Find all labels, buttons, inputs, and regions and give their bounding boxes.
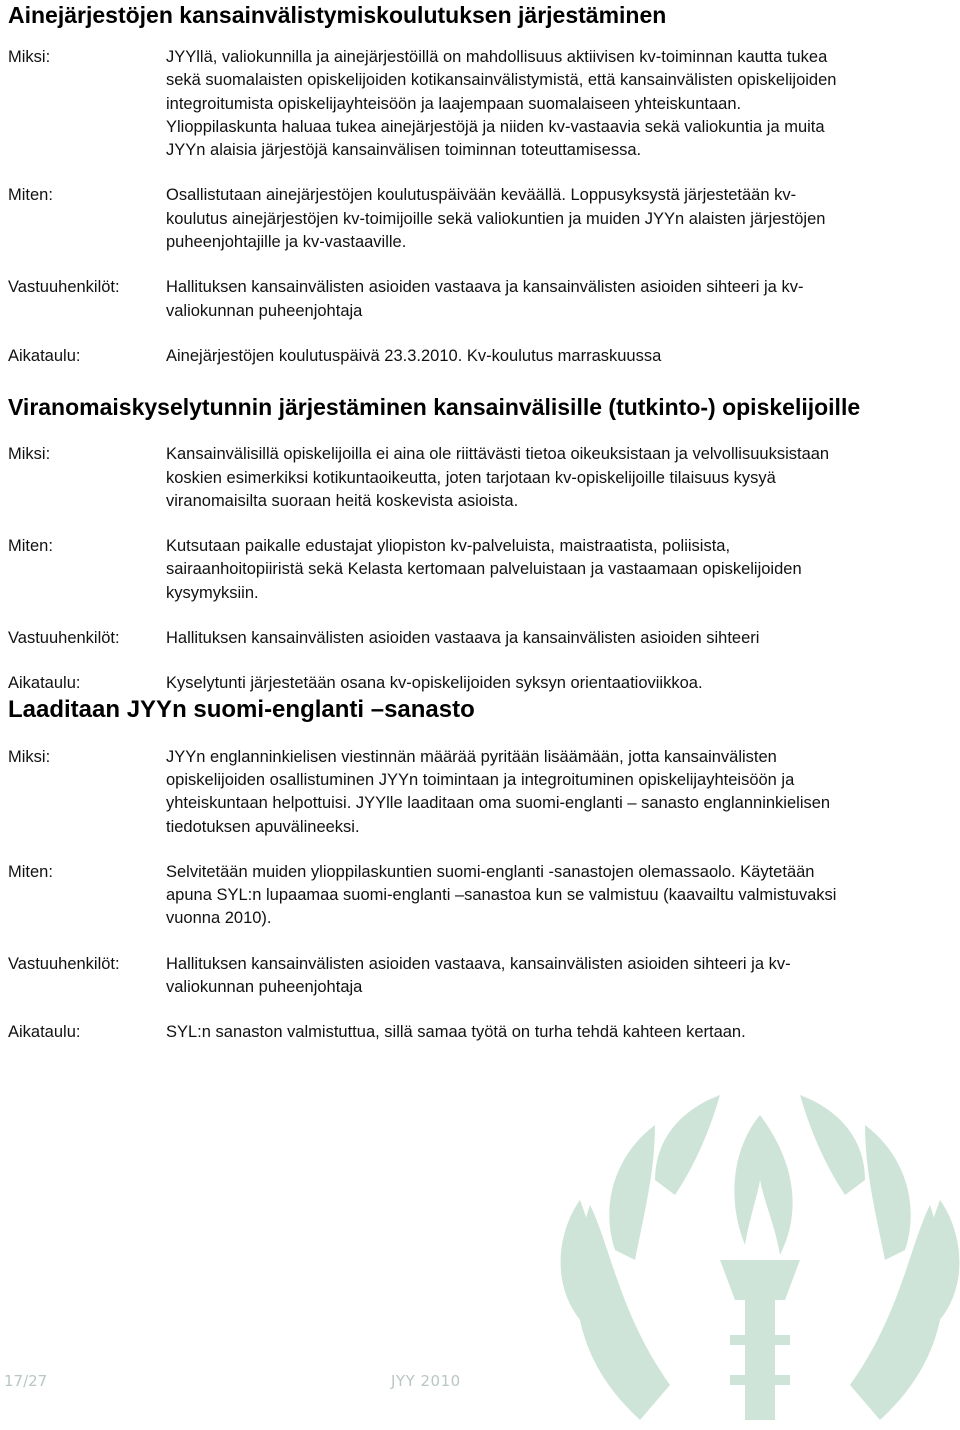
section-title: Ainejärjestöjen kansainvälistymiskoulutuksen järjestäminen [8,2,667,28]
footer-organization: JYY 2010 [391,1372,461,1390]
row-label: Vastuuhenkilöt: [8,954,120,973]
section-title: Viranomaiskyselytunnin järjestäminen kansainvälisille (tutkinto-) opiskelijoille [8,394,861,421]
row-vastuuhenkilot [8,627,953,650]
row-aikataulu [8,1021,953,1044]
section-sanasto [8,696,953,1045]
row-aikataulu [8,345,953,368]
row-miksi [8,46,953,162]
row-text: Kyselytunti järjestetään osana kv-opiskelijoiden syksyn orientaatioviikkoa. [166,674,703,693]
row-text: Kutsutaan paikalle edustajat yliopiston kv-palveluista, maistraatista, poliisista, sairaanhoitopiiristä sekä Kelasta kertomaan palveluistaan ja vastaamaan opiskelijoiden kysymyksiin. [166,537,802,602]
section-kv-koulutus [8,0,953,368]
section-viranomaiskyselytunti [8,393,953,695]
row-aikataulu [8,672,953,695]
row-label: Vastuuhenkilöt: [8,629,120,648]
document-content [8,0,953,1045]
row-label: Miksi: [8,747,51,766]
row-label: Miten: [8,186,53,205]
row-text: Ainejärjestöjen koulutuspäivä 23.3.2010. Kv-koulutus marraskuussa [166,346,662,365]
row-text: Hallituksen kansainvälisten asioiden vastaava ja kansainvälisten asioiden sihteeri ja kv-valiokunnan puheenjohtaja [166,278,804,320]
row-miten [8,535,953,605]
row-text: SYL:n sanaston valmistuttua, sillä samaa työtä on turha tehdä kahteen kertaan. [166,1023,746,1042]
page-number: 17/27 [4,1372,48,1390]
row-miten [8,184,953,254]
row-label: Miten: [8,862,53,881]
row-label: Miksi: [8,445,51,464]
page-footer [0,1372,960,1396]
row-text: Osallistutaan ainejärjestöjen koulutuspäivään keväällä. Loppusyksystä järjestetään kv-koulutus ainejärjestöjen kv-toimijoille sekä valiokuntien ja muiden JYYn alaisten järjestöjen puheenjohtajille ja kv-vastaaville. [166,186,826,252]
row-label: Aikataulu: [8,346,81,365]
row-text: Hallituksen kansainvälisten asioiden vastaava ja kansainvälisten asioiden sihteeri [166,629,760,648]
row-label: Miksi: [8,48,51,66]
section-title: Laaditaan JYYn suomi-englanti –sanasto [8,695,475,723]
row-text: JYYllä, valiokunnilla ja ainejärjestöillä on mahdollisuus aktiivisen kv-toiminnan kautta tukea sekä suomalaisten opiskelijoiden kotikansainvälistymistä, että kansainvälisten opiskelijoiden integroitumista opiskelijayhteisöön ja laajempaan suomalaiseen yhteiskuntaan. Ylioppilaskunta haluaa tukea ainejärjestöjä ja niiden kv-vastaavia sekä valiokuntia ja muita JYYn alaisia järjestöjä kansainvälisen toiminnan toteuttamisessa. [166,48,837,160]
row-text: JYYn englanninkielisen viestinnän määrää pyritään lisäämään, jotta kansainvälisten opiskelijoiden osallistuminen JYYn toimintaan ja integroituminen opiskelijayhteisöön ja yhteiskuntaan helpottuisi. JYYlle laaditaan oma suomi-englanti – sanasto englanninkielisen tiedotuksen apuvälineeksi. [166,747,831,836]
row-vastuuhenkilot [8,953,953,1000]
row-miten [8,861,953,931]
row-miksi [8,443,953,513]
row-label: Miten: [8,537,53,556]
row-label: Vastuuhenkilöt: [8,278,120,297]
row-label: Aikataulu: [8,674,81,693]
row-text: Hallituksen kansainvälisten asioiden vastaava, kansainvälisten asioiden sihteeri ja kv-valiokunnan puheenjohtaja [166,954,791,997]
row-text: Kansainvälisillä opiskelijoilla ei aina ole riittävästi tietoa oikeuksistaan ja velvollisuuksistaan koskien esimerkiksi kotikuntaoikeutta, joten tarjotaan kv-opiskelijoille tilaisuus kysyä viranomaisilta suoraan heitä koskevista asioista. [166,445,830,510]
row-text: Selvitetään muiden ylioppilaskuntien suomi-englanti -sanastojen olemassaolo. Käytetään apuna SYL:n lupaamaa suomi-englanti –sanastoa kun se valmistuu (kaavailtu valmistuvaksi vuonna 2010). [166,862,837,928]
row-miksi [8,746,953,839]
row-vastuuhenkilot [8,276,953,323]
row-label: Aikataulu: [8,1023,81,1042]
